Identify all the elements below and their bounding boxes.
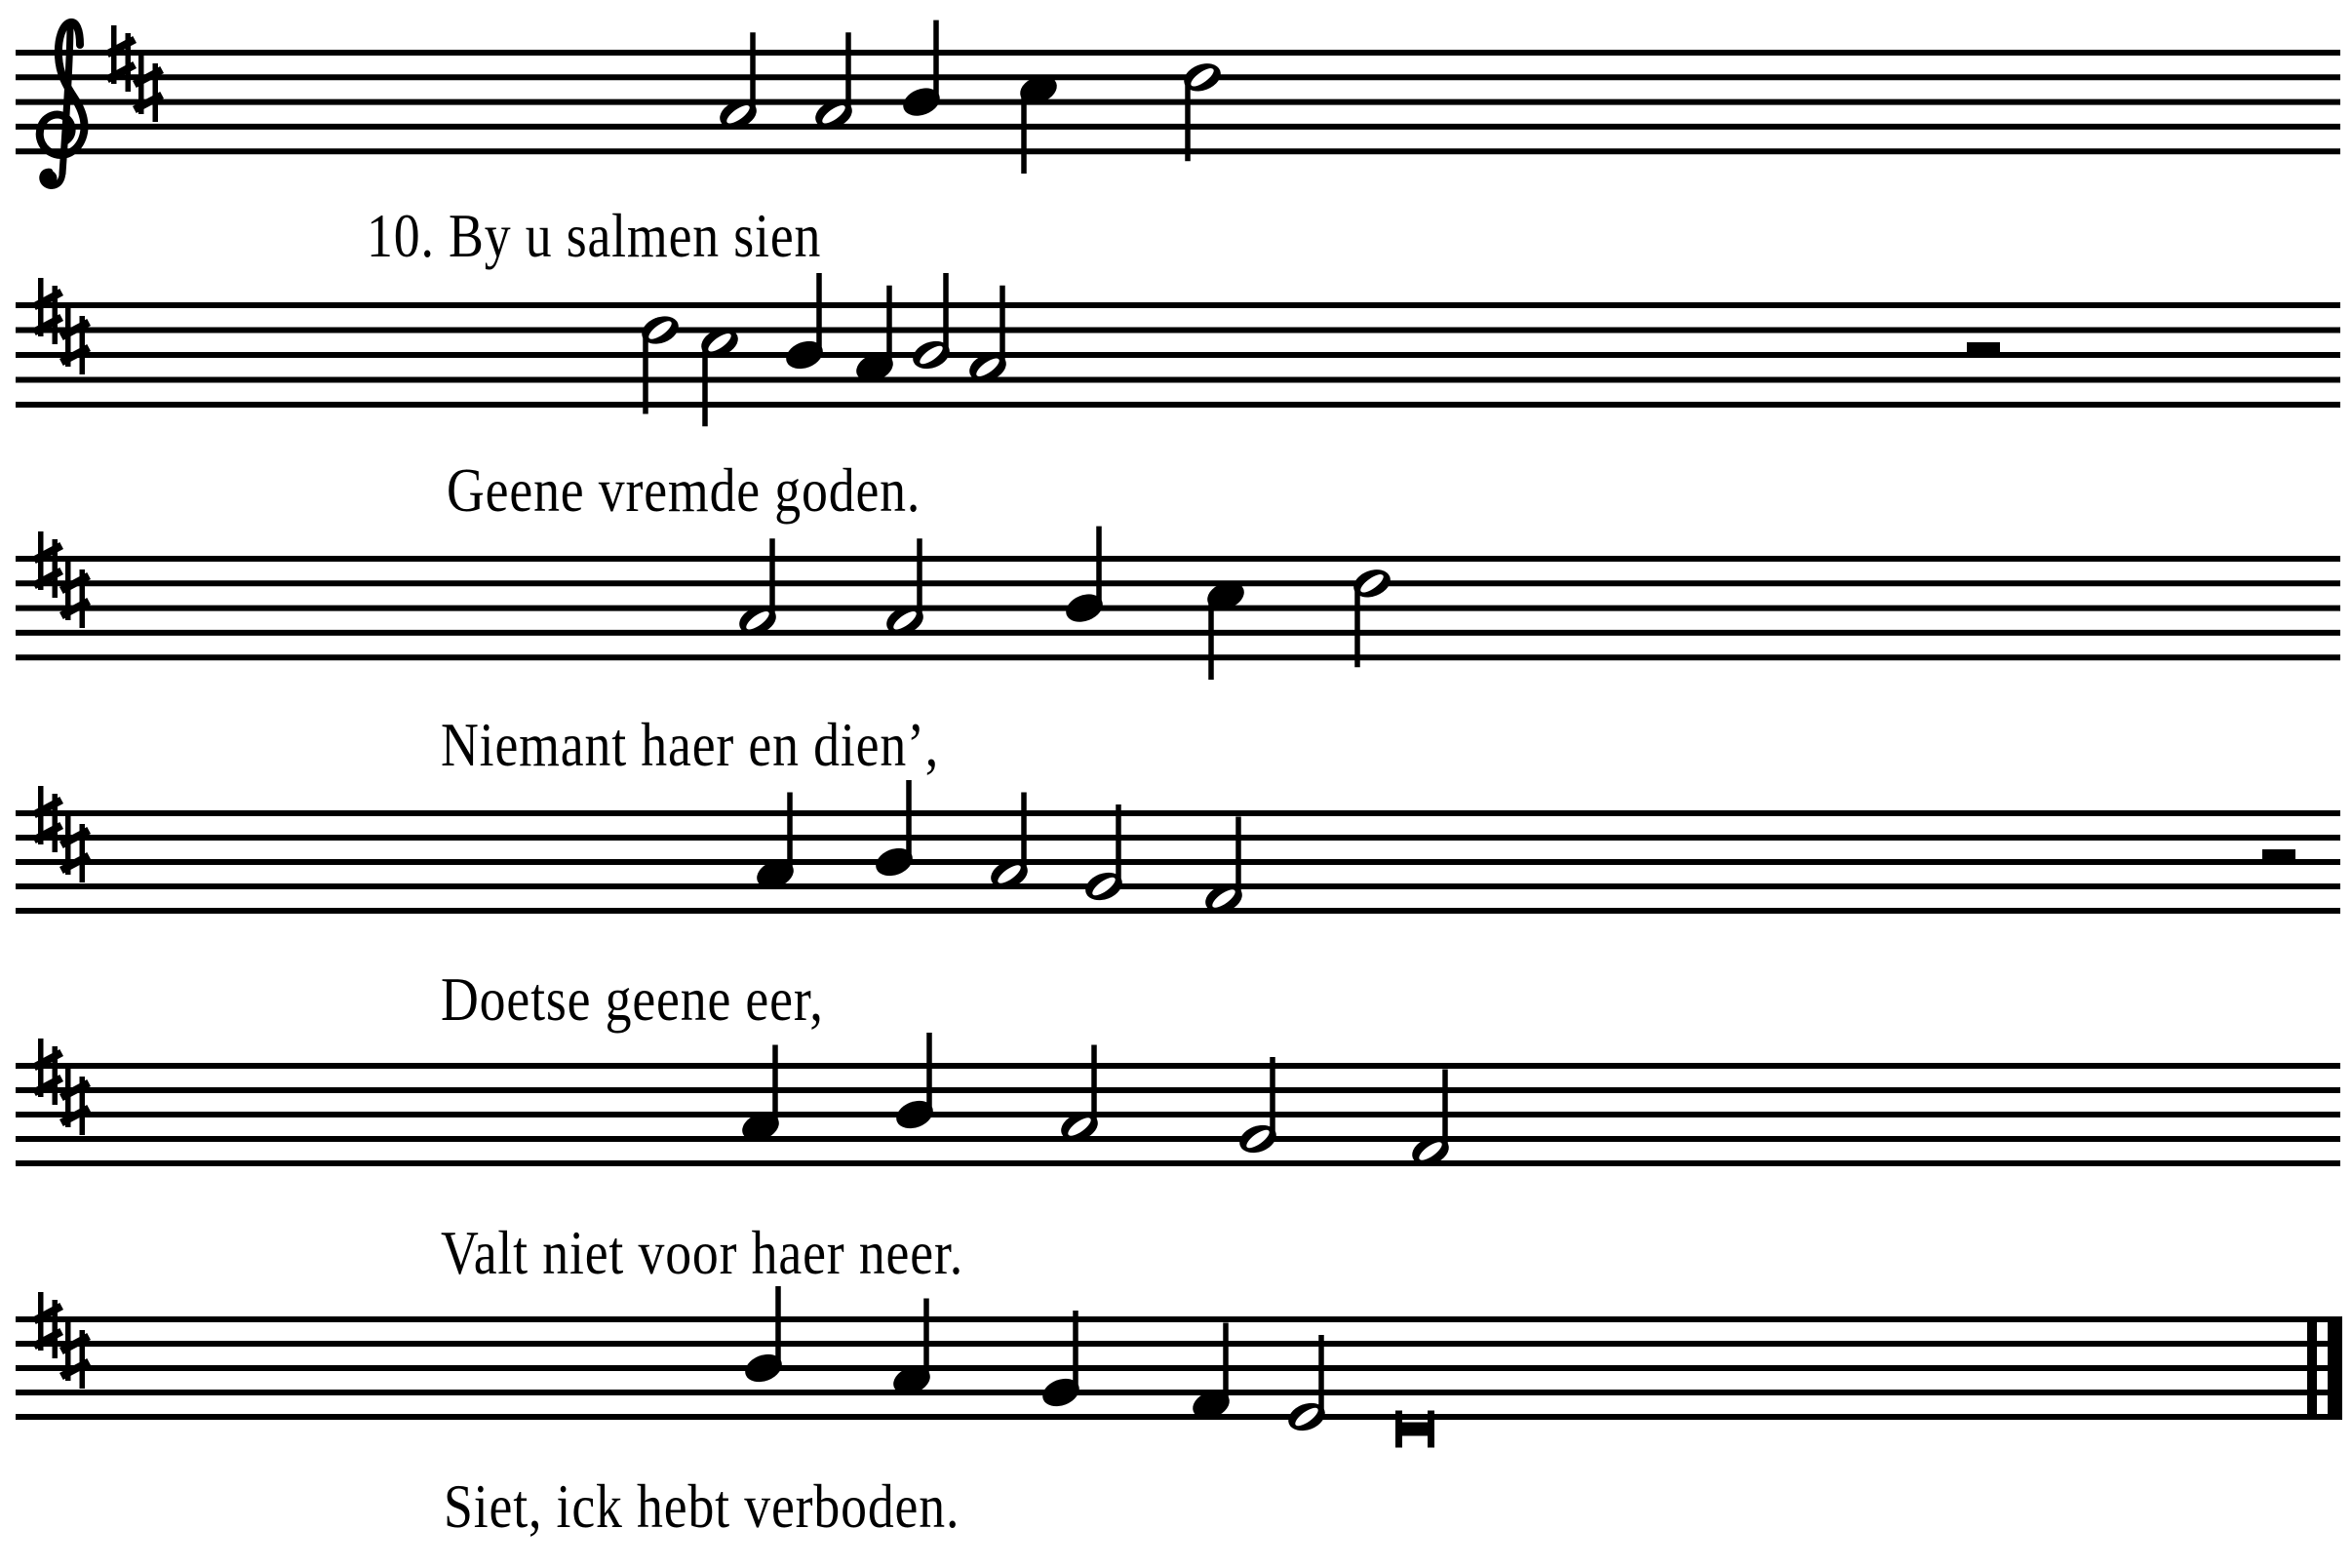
final-barline-thick xyxy=(2328,1316,2342,1420)
lyric-line-2: Geene vremde goden. xyxy=(447,455,921,525)
final-barline-thin xyxy=(2307,1316,2317,1420)
half-rest xyxy=(1967,342,2000,355)
half-rest xyxy=(2262,849,2295,862)
lyric-line-1: 10. By u salmen sien xyxy=(367,201,822,270)
breve-note xyxy=(1395,1423,1434,1436)
lyric-line-3: Niemant haer en dien’, xyxy=(441,710,940,779)
lyric-line-5: Valt niet voor haer neer. xyxy=(441,1218,963,1287)
lyric-line-6: Siet, ick hebt verboden. xyxy=(444,1471,960,1541)
lyric-line-4: Doetse geene eer, xyxy=(441,964,824,1034)
